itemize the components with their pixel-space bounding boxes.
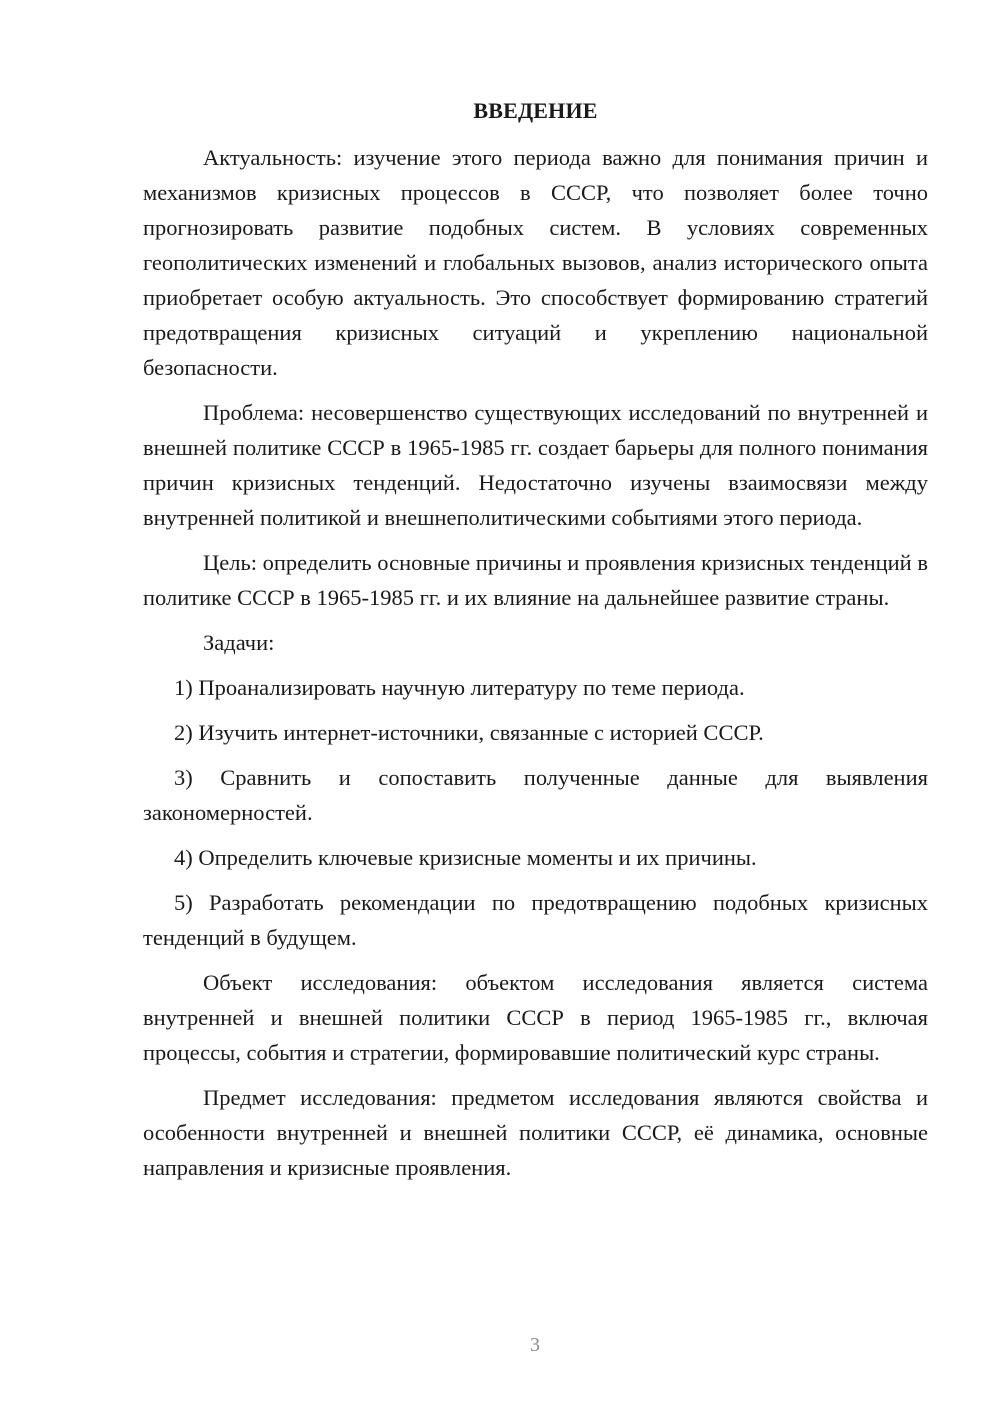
task-item-5: 5) Разработать рекомендации по предотвращению подобных кризисных тенденций в будущем. (143, 890, 928, 950)
document-page (143, 96, 928, 1195)
paragraph-goal: Цель: определить основные причины и проявления кризисных тенденций в политике СССР в 1965-1985 гг. и их влияние на дальнейшее развитие страны. (143, 550, 928, 610)
paragraph-problem: Проблема: несовершенство существующих исследований по внутренней и внешней политике СССР в 1965-1985 гг. создает барьеры для полного понимания причин кризисных тенденций. Недостаточно изучены взаимосвязи между внутренней политикой и внешнеполитическими событиями этого периода. (143, 400, 928, 530)
paragraph-subject: Предмет исследования: предметом исследования являются свойства и особенности внутренней и внешней политики СССР, её динамика, основные направления и кризисные проявления. (143, 1085, 928, 1180)
task-item-4: 4) Определить ключевые кризисные моменты и их причины. (174, 845, 757, 870)
task-item-3: 3) Сравнить и сопоставить полученные данные для выявления закономерностей. (143, 765, 928, 825)
task-item-2: 2) Изучить интернет-источники, связанные с историей СССР. (174, 720, 764, 745)
paragraph-relevance: Актуальность: изучение этого периода важно для понимания причин и механизмов кризисных процессов в СССР, что позволяет более точно прогнозировать развитие подобных систем. В условиях современных геополитических изменений и глобальных вызовов, анализ исторического опыта приобретает особую актуальность. Это способствует формированию стратегий предотвращения кризисных ситуаций и укреплению национальной безопасности. (143, 145, 928, 380)
task-item-1: 1) Проанализировать научную литературу по теме периода. (174, 675, 745, 700)
paragraph-object: Объект исследования: объектом исследования является система внутренней и внешней политики СССР в период 1965-1985 гг., включая процессы, события и стратегии, формировавшие политический курс страны. (143, 970, 928, 1065)
page-number: 3 (530, 1334, 540, 1356)
page-title: ВВЕДЕНИЕ (473, 98, 598, 123)
tasks-heading: Задачи: (203, 630, 275, 655)
